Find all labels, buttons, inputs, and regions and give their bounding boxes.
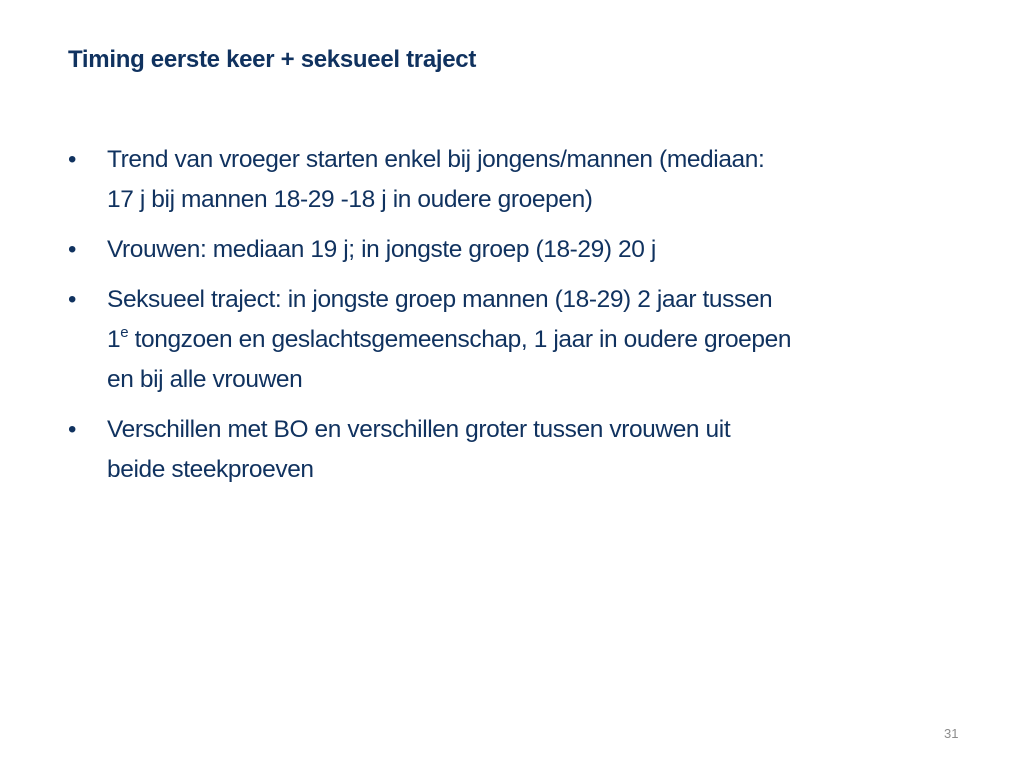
bullet-line: Verschillen met BO en verschillen groter tussen vrouwen uit: [107, 416, 731, 443]
bullet-marker: •: [68, 286, 77, 313]
bullet-text: [107, 280, 1008, 400]
bullet-line: Vrouwen: mediaan 19 j; in jongste groep (18-29) 20 j: [107, 236, 656, 263]
bullet-line: en bij alle vrouwen: [107, 366, 303, 393]
bullet-line: beide steekproeven: [107, 456, 314, 483]
slide-title: Timing eerste keer + seksueel traject: [68, 46, 477, 73]
bullet-line: 17 j bij mannen 18-29 -18 j in oudere groepen): [107, 186, 593, 213]
bullet-line: Seksueel traject: in jongste groep mannen (18-29) 2 jaar tussen: [107, 286, 773, 313]
bullet-marker: •: [68, 146, 77, 173]
ordinal-superscript: e: [120, 324, 129, 341]
ordinal-number: 1: [107, 326, 121, 353]
bullet-marker: •: [68, 416, 77, 443]
page-number: 31: [944, 726, 959, 741]
bullet-text: [107, 140, 1008, 220]
bullet-list: [68, 140, 1008, 500]
bullet-item: [68, 230, 1008, 270]
bullet-line: [107, 320, 1008, 360]
bullet-marker: •: [68, 236, 77, 263]
bullet-item: [68, 280, 1008, 400]
bullet-item: [68, 140, 1008, 220]
bullet-item: [68, 410, 1008, 490]
bullet-line-continuation: tongzoen en geslachtsgemeenschap, 1 jaar in oudere groepen: [128, 326, 792, 353]
bullet-line: Trend van vroeger starten enkel bij jongens/mannen (mediaan:: [107, 146, 765, 173]
bullet-text: [107, 230, 1008, 270]
bullet-text: [107, 410, 1008, 490]
